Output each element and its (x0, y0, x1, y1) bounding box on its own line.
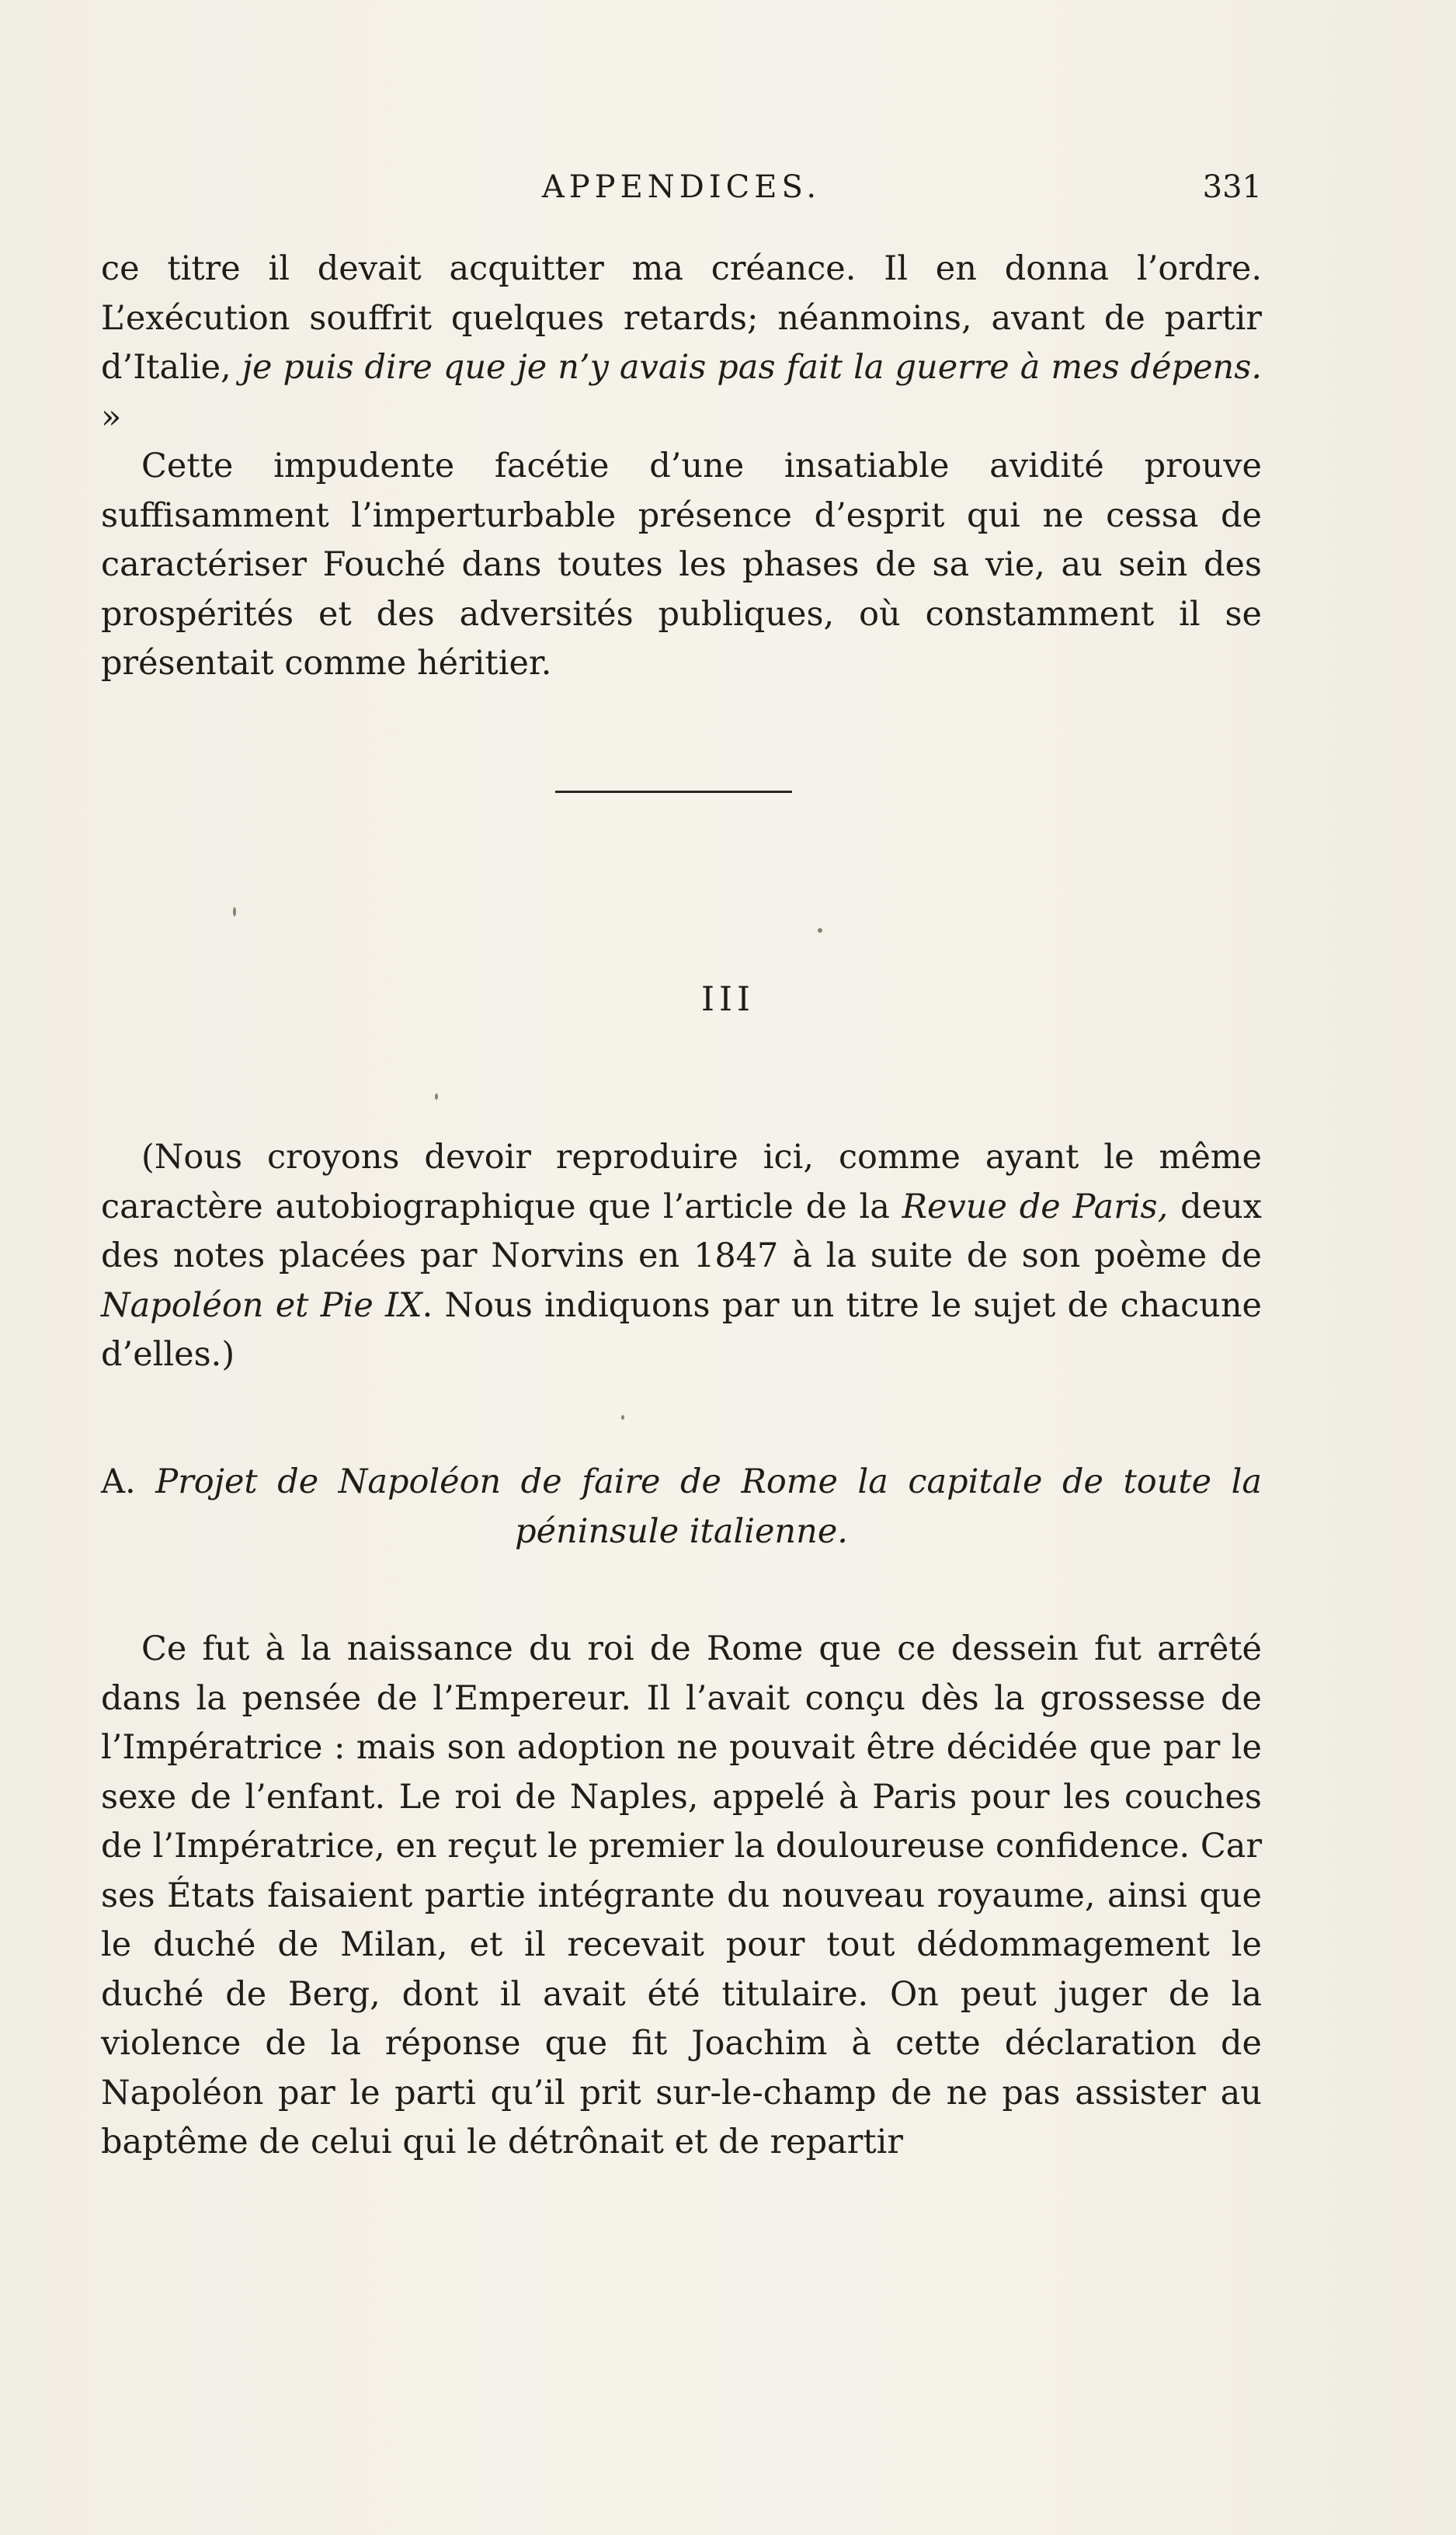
intro-note (101, 1133, 1262, 1380)
poem-title: Napoléon et Pie IX (101, 1285, 422, 1325)
journal-title: Revue de Paris, (902, 1187, 1169, 1226)
top-text-block (101, 245, 1262, 689)
intro-text: deux des notes placées par Norvins en 1847 à la suite de son poème de (101, 1187, 1262, 1275)
paper-speck (621, 1415, 624, 1420)
paragraph-continuation (101, 245, 1262, 442)
paragraph-text: ce titre il devait acquitter ma créance. Il en donna l’ordre. L’exécution souffrit quelques retards; néanmoins, avant de partir d’Italie, (101, 249, 1262, 387)
note-title: Projet de Napoléon de faire de Rome la capitale de toute la péninsule italienne. (155, 1462, 1262, 1551)
running-head (101, 169, 1262, 216)
intro-text: (Nous croyons devoir reproduire ici, comme ayant le même caractère autobiographique que l’article de la (101, 1138, 1262, 1226)
italic-quote: je puis dire que je n’y avais pas fait la guerre à mes dépens. (242, 348, 1262, 387)
paragraph: Cette impudente facétie d’une insatiable avidité prouve suffisamment l’imperturbable présence d’esprit qui ne cessa de caractériser Fouché dans toutes les phases de sa vie, au sein des prospérités et des adversités publiques, où constamment il se présentait comme héritier. (101, 447, 1262, 683)
section-divider (555, 791, 792, 793)
intro-text: . Nous indiquons par un titre le sujet de chacune d’elles.) (101, 1285, 1263, 1374)
paper-speck (233, 907, 236, 916)
running-title: APPENDICES. (541, 169, 822, 205)
note-label: A. (101, 1462, 136, 1501)
section-number: III (701, 980, 755, 1019)
intro-paragraph (101, 1133, 1262, 1380)
closing-quote: » (101, 397, 122, 436)
body-paragraph: Ce fut à la naissance du roi de Rome que ce dessein fut arrêté dans la pensée de l’Empereur. Il l’avait conçu dès la grossesse de l’Impératrice : mais son adoption ne pouvait être décidée que par le sexe de l’enfant. Le roi de Naples, appelé à Paris pour les couches de l’Impératrice, en reçut le premier la douloureuse confidence. Car ses États faisaient partie intégrante du nouveau royaume, ainsi que le duché de Milan, et il recevait pour tout dédommagement le duché de Berg, dont il avait été titulaire. On peut juger de la violence de la réponse que fit Joachim à cette déclaration de Napoléon par le parti qu’il prit sur-le-champ de ne pas assister au baptême de celui qui le détrônait et de repartir (101, 1629, 1262, 2161)
paper-speck (818, 928, 822, 933)
body-text-block (101, 1625, 1262, 2168)
paper-speck (435, 1094, 438, 1100)
page-number: 331 (1202, 169, 1262, 205)
note-a-heading (101, 1457, 1262, 1556)
